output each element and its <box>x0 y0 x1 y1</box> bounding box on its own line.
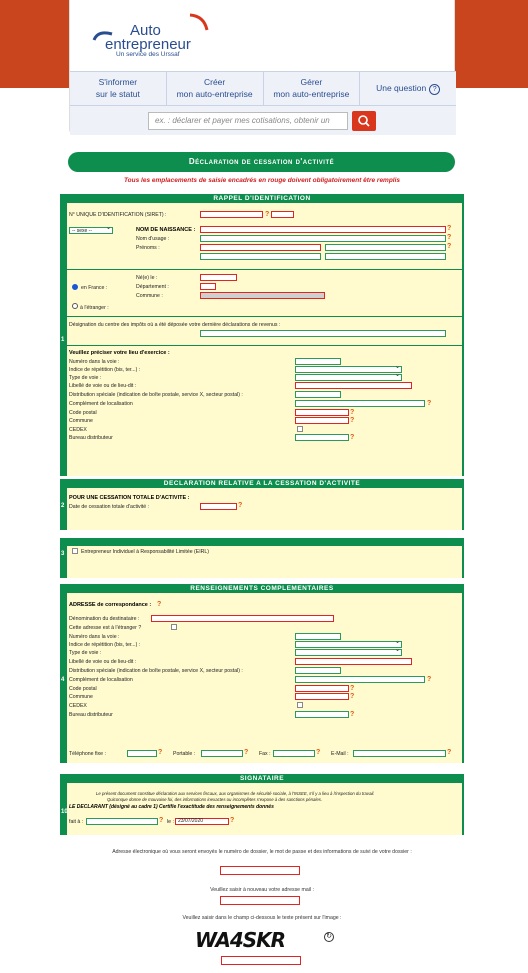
addr-label: Indice de répétition (bis, ter...) : <box>69 367 141 373</box>
help-icon[interactable]: ? <box>350 685 355 692</box>
legal-notice: Quiconque donne de mauvaise foi, des informations inexactes ou incomplètes s'expose à des sanctions pénales. <box>107 797 323 802</box>
bureau-distributeur-field[interactable] <box>295 434 349 441</box>
commune-label: Commune : <box>136 293 163 299</box>
prenom2-field[interactable] <box>325 244 446 251</box>
tel-fixe-label: Téléphone fixe : <box>69 751 106 757</box>
adresse-etranger-checkbox[interactable] <box>171 624 177 630</box>
divider <box>67 316 462 317</box>
section-number: 4 <box>61 677 65 683</box>
departement-label: Département : <box>136 284 169 290</box>
header-band-right <box>455 0 528 88</box>
logo-text-auto[interactable]: Auto <box>130 22 161 39</box>
search-input[interactable]: ex. : déclarer et payer mes cotisations, obtenir un <box>148 112 348 130</box>
addr-label: Libellé de voie ou de lieu-dit : <box>69 659 137 665</box>
addr-label: CEDEX <box>69 427 87 433</box>
section-number: 10 <box>61 809 68 815</box>
cedex-checkbox[interactable] <box>297 702 303 708</box>
type-voie-select[interactable] <box>295 374 402 381</box>
date-cessation-label: Date de cessation totale d'activité : <box>69 504 150 510</box>
help-icon[interactable]: ? <box>158 749 163 756</box>
help-icon[interactable]: ? <box>350 409 355 416</box>
addr-label: Type de voie : <box>69 650 102 656</box>
help-icon[interactable]: ? <box>350 711 355 718</box>
help-icon[interactable]: ? <box>447 243 452 250</box>
search-bar <box>70 105 456 135</box>
section-rail <box>60 488 67 530</box>
section-signataire <box>60 783 464 835</box>
divider <box>67 345 462 346</box>
section-title-identification: RAPPEL D'IDENTIFICATION <box>60 194 464 203</box>
help-icon[interactable]: ? <box>427 676 432 683</box>
addr-label: Complément de localisation <box>69 401 133 407</box>
prenom3-field[interactable] <box>200 253 321 260</box>
nav-item-informer[interactable]: S'informer sur le statut <box>70 72 167 105</box>
en-france-label: en France : <box>81 285 108 291</box>
complement-localisation-field[interactable] <box>295 676 425 683</box>
section-number: 3 <box>61 551 65 557</box>
destinataire-field[interactable] <box>151 615 334 622</box>
code-postal-field[interactable] <box>295 409 349 416</box>
distribution-speciale-field[interactable] <box>295 667 341 674</box>
help-icon[interactable]: ? <box>316 749 321 756</box>
indice-repetition-select[interactable] <box>295 641 402 648</box>
addr-label: Code postal <box>69 686 97 692</box>
divider <box>60 538 462 546</box>
bureau-distributeur-field[interactable] <box>295 711 349 718</box>
addr-label: Libellé de voie ou de lieu-dit : <box>69 383 137 389</box>
addr-label: Distribution spéciale (indication de boîte postale, service X, secteur postal) : <box>69 392 243 398</box>
addr-label: Numéro dans la voie : <box>69 359 120 365</box>
type-voie-select[interactable] <box>295 649 402 656</box>
divider <box>67 269 462 270</box>
fax-label: Fax : <box>259 751 271 757</box>
signature-date-field[interactable]: 23/07/2020 <box>175 818 229 825</box>
date-cessation-field[interactable] <box>200 503 237 510</box>
addr-label: Complément de localisation <box>69 677 133 683</box>
site-header <box>69 0 455 135</box>
section-eirl <box>60 538 464 578</box>
sexe-select[interactable]: -- sexe -- ⌄ <box>69 227 113 234</box>
legal-notice: Le présent document constitue déclaration aux services fiscaux, aux organismes de sécurité sociale, à l'INSEE, s'il y a lieu à l'inspection du travail. <box>96 791 375 796</box>
fait-a-label: fait à : <box>69 819 84 825</box>
section-number: 2 <box>61 503 65 509</box>
portable-label: Portable : <box>173 751 196 757</box>
departement-field[interactable] <box>200 283 216 290</box>
siret-field[interactable] <box>200 211 263 218</box>
addr-label: Type de voie : <box>69 375 102 381</box>
centre-impots-field[interactable] <box>200 330 446 337</box>
help-icon[interactable]: ? <box>447 225 452 232</box>
form-title: Déclaration de cessation d'activité <box>68 152 455 172</box>
distribution-speciale-field[interactable] <box>295 391 341 398</box>
siret-key-field[interactable] <box>271 211 294 218</box>
commune-field[interactable] <box>200 292 325 299</box>
destinataire-label: Dénomination du destinataire : <box>69 616 140 622</box>
nav-item-creer[interactable]: Créer mon auto-entreprise <box>167 72 264 105</box>
prenom1-field[interactable] <box>200 244 321 251</box>
complement-localisation-field[interactable] <box>295 400 425 407</box>
eirl-label: Entrepreneur Individuel à Responsabilité Limitée (EIRL) <box>81 549 210 555</box>
siret-label: N° UNIQUE D'IDENTIFICATION (SIRET) : <box>69 212 167 218</box>
section-cessation <box>60 488 464 530</box>
lieu-exercice-title: Veuillez préciser votre lieu d'exercice : <box>69 350 170 356</box>
email-label: E-Mail : <box>331 751 349 757</box>
nom-usage-label: Nom d'usage : <box>136 236 170 242</box>
help-icon[interactable]: ? <box>350 693 355 700</box>
commune-field[interactable] <box>295 417 349 424</box>
cessation-totale-label: POUR UNE CESSATION TOTALE D'ACTIVITE : <box>69 495 190 501</box>
email-note: Adresse électronique où vous seront envoyés le numéro de dossier, le mot de passe et des informations de suivi de votre dossier : <box>112 849 412 855</box>
addr-label: Distribution spéciale (indication de boîte postale, service X, secteur postal) : <box>69 668 243 674</box>
nom-usage-field[interactable] <box>200 235 446 242</box>
help-icon[interactable]: ? <box>157 601 162 608</box>
adresse-correspondance-label: ADRESSE de correspondance : <box>69 602 152 608</box>
tel-fixe-field[interactable] <box>127 750 157 757</box>
section-identification <box>60 203 464 476</box>
centre-impots-label: Désignation du centre des impôts où a été déposée votre dernière déclarations de revenus : <box>69 322 281 328</box>
section-renseignements <box>60 593 464 763</box>
main-nav <box>70 71 456 105</box>
section-title-signataire: SIGNATAIRE <box>60 774 464 783</box>
libelle-voie-field[interactable] <box>295 382 412 389</box>
help-icon[interactable]: ? <box>427 400 432 407</box>
eirl-checkbox[interactable] <box>72 548 78 554</box>
email-field[interactable] <box>220 866 300 875</box>
fax-field[interactable] <box>273 750 315 757</box>
ne-le-label: Né(e) le : <box>136 275 158 281</box>
addr-label: Commune <box>69 694 93 700</box>
addr-label: Numéro dans la voie : <box>69 634 120 640</box>
help-icon[interactable]: ? <box>265 211 270 218</box>
addr-label: Bureau distributeur <box>69 712 113 718</box>
le-label: le : <box>167 819 174 825</box>
captcha-note: Veuillez saisir dans le champ ci-dessous le texte présent sur l'image : <box>182 915 342 921</box>
libelle-voie-field[interactable] <box>295 658 412 665</box>
code-postal-field[interactable] <box>295 685 349 692</box>
captcha-field[interactable] <box>221 956 301 965</box>
logo-text-entrepreneur[interactable]: entrepreneur <box>105 36 191 53</box>
portable-field[interactable] <box>201 750 243 757</box>
en-france-radio[interactable] <box>72 284 78 290</box>
section-title-renseignements: RENSEIGNEMENTS COMPLEMENTAIRES <box>60 584 464 593</box>
numero-voie-field[interactable] <box>295 358 341 365</box>
search-icon <box>352 111 376 131</box>
numero-voie-field[interactable] <box>295 633 341 640</box>
help-icon[interactable]: ? <box>447 234 452 241</box>
indice-repetition-select[interactable] <box>295 366 402 373</box>
cedex-checkbox[interactable] <box>297 426 303 432</box>
prenoms-label: Prénoms : <box>136 245 160 251</box>
email-field[interactable] <box>353 750 446 757</box>
addr-label: Indice de répétition (bis, ter...) : <box>69 642 141 648</box>
required-note: Tous les emplacements de saisie encadrés en rouge doivent obligatoirement être remplis <box>123 177 401 184</box>
help-icon[interactable]: ? <box>350 434 355 441</box>
help-icon[interactable]: ? <box>238 502 243 509</box>
help-icon[interactable]: ? <box>159 817 164 824</box>
logo-subtitle: Un service des Urssaf <box>116 51 180 58</box>
nav-item-gerer[interactable]: Gérer mon auto-entreprise <box>264 72 361 105</box>
help-icon[interactable]: ? <box>230 817 235 824</box>
declarant-label: LE DECLARANT (désigné au cadre 1) Certifie l'exactitude des renseignements donnés <box>69 804 274 810</box>
confirm-email-note: Veuillez saisir à nouveau votre adresse mail : <box>210 887 314 893</box>
confirm-email-field[interactable] <box>220 896 300 905</box>
section-rail <box>60 538 67 578</box>
addr-label: CEDEX <box>69 703 87 709</box>
nav-item-question[interactable]: Une question ? <box>360 72 456 105</box>
addr-label: Commune <box>69 418 93 424</box>
header-band-left <box>0 0 69 88</box>
birth-date-field[interactable] <box>200 274 237 281</box>
addr-label: Code postal <box>69 410 97 416</box>
fait-a-field[interactable] <box>86 818 158 825</box>
help-icon[interactable]: ? <box>244 749 249 756</box>
addr-label: Bureau distributeur <box>69 435 113 441</box>
help-icon[interactable]: ? <box>447 749 452 756</box>
etranger-label: à l'étranger : <box>80 305 109 311</box>
section-number: 1 <box>61 337 65 343</box>
prenom4-field[interactable] <box>325 253 446 260</box>
adresse-etranger-label: Cette adresse est à l'étranger ? <box>69 625 142 631</box>
section-title-cessation: DECLARATION RELATIVE A LA CESSATION D'ACTIVITE <box>60 479 464 488</box>
commune-field[interactable] <box>295 693 349 700</box>
refresh-icon[interactable]: ↻ <box>324 932 334 942</box>
help-icon: ? <box>429 84 440 95</box>
nom-naissance-field[interactable] <box>200 226 446 233</box>
nom-naissance-label: NOM DE NAISSANCE : <box>136 227 196 233</box>
help-icon[interactable]: ? <box>350 417 355 424</box>
captcha-image: WA4SKR <box>195 928 286 952</box>
search-button[interactable] <box>352 111 376 131</box>
